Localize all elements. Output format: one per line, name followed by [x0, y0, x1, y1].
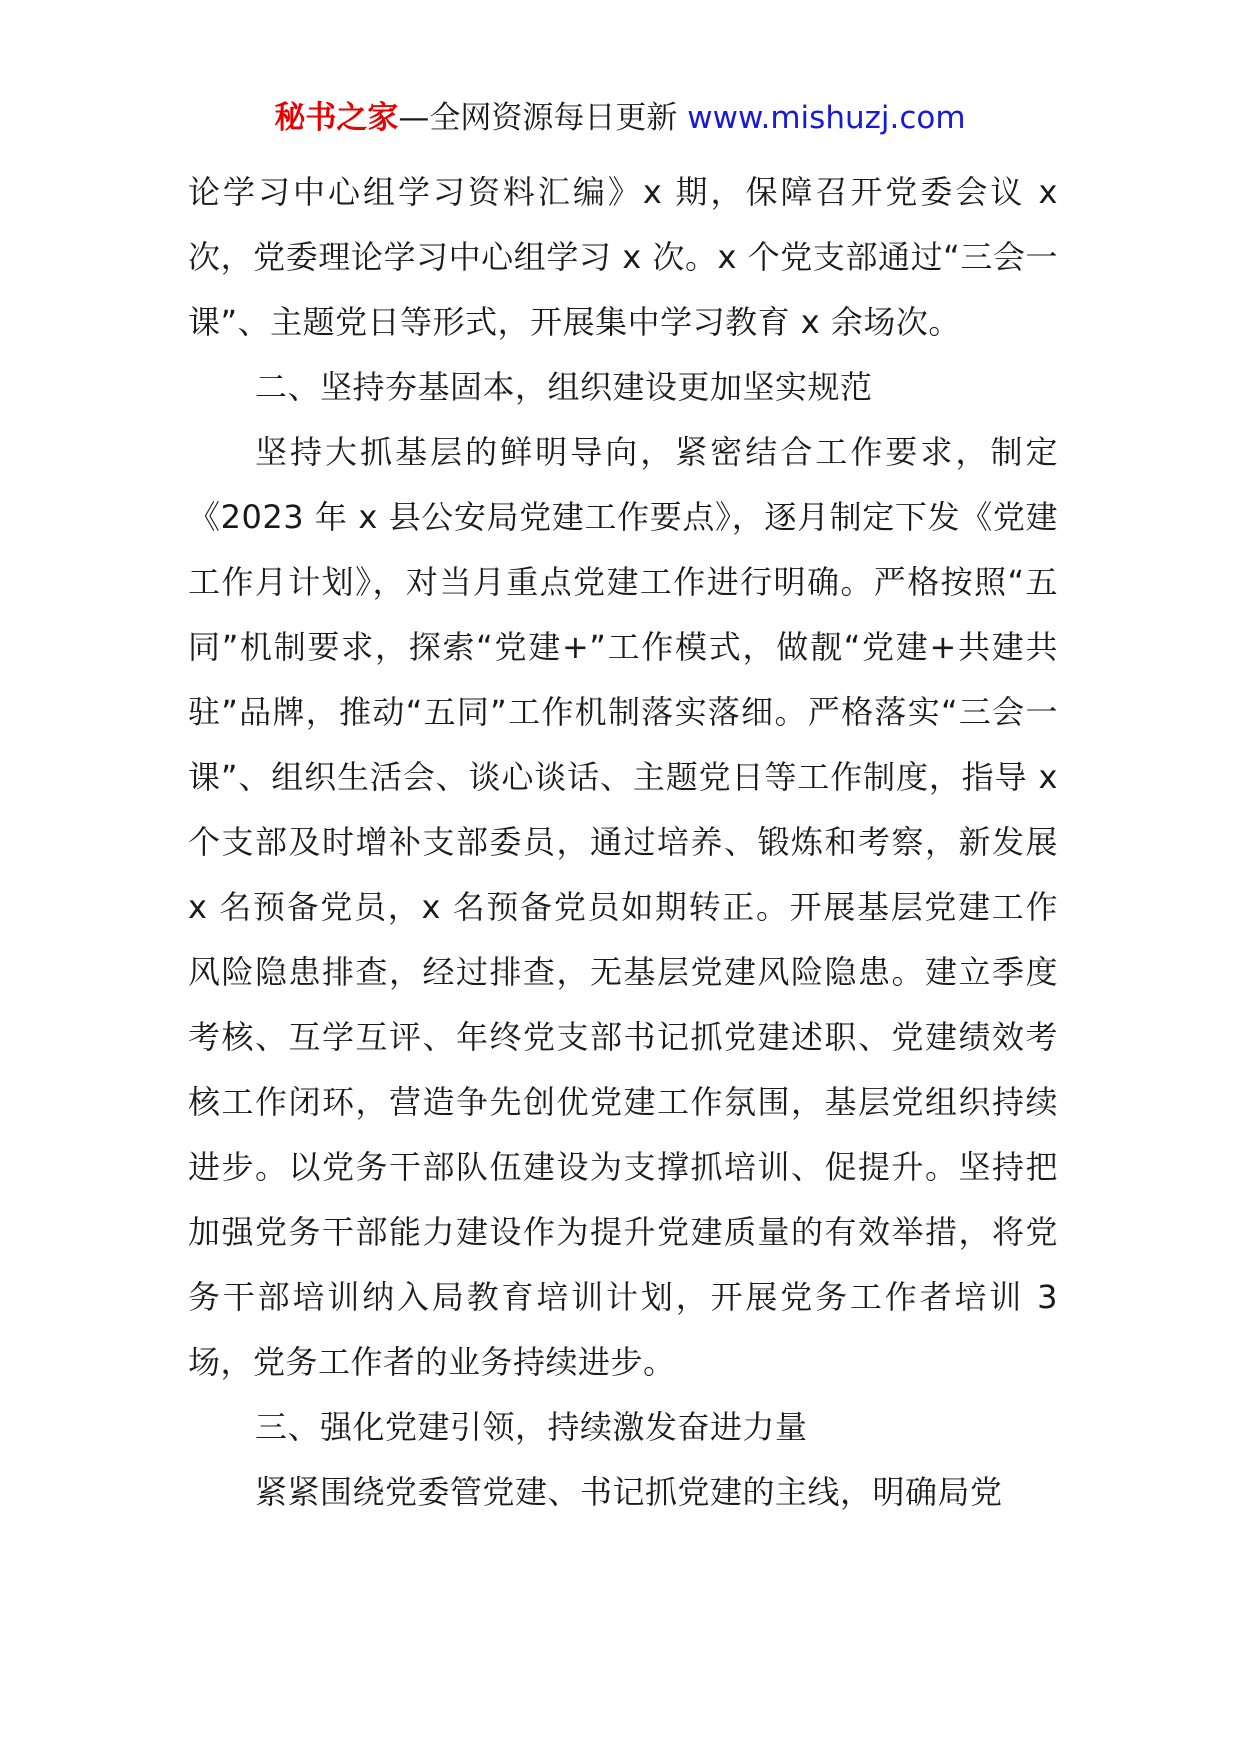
- site-header: [0, 98, 1240, 138]
- site-brand: 秘书之家: [274, 100, 399, 136]
- paragraph-section-2: 坚持大抓基层的鲜明导向，紧密结合工作要求，制定《2023 年 x 县公安局党建工作要点》，逐月制定下发《党建工作月计划》，对当月重点党建工作进行明确。严格按照“五同”机制要求，探索“党建+”工作模式，做靓“党建+共建共驻”品牌，推动“五同”工作机制落实落细。严格落实“三会一课”、组织生活会、谈心谈话、主题党日等工作制度，指导 x 个支部及时增补支部委员，通过培养、锻炼和考察，新发展 x 名预备党员，x 名预备党员如期转正。开展基层党建工作风险隐患排查，经过排查，无基层党建风险隐患。建立季度考核、互学互评、年终党支部书记抓党建述职、党建绩效考核工作闭环，营造争先创优党建工作氛围，基层党组织持续进步。以党务干部队伍建设为支撑抓培训、促提升。坚持把加强党务干部能力建设作为提升党建质量的有效举措，将党务干部培训纳入局教育培训计划，开展党务工作者培训 3 场，党务工作者的业务持续进步。: [188, 433, 1058, 1381]
- section-heading-2: 二、坚持夯基固本，组织建设更加坚实规范: [255, 368, 873, 406]
- section-heading-3: 三、强化党建引领，持续激发奋进力量: [255, 1408, 808, 1446]
- site-url-link[interactable]: www.mishuzj.com: [687, 100, 966, 136]
- paragraph-continued: 论学习中心组学习资料汇编》x 期，保障召开党委会议 x 次，党委理论学习中心组学习 x 次。x 个党支部通过“三会一课”、主题党日等形式，开展集中学习教育 x 余场次。: [188, 173, 1058, 341]
- paragraph-section-3: 紧紧围绕党委管党建、书记抓党建的主线，明确局党: [255, 1473, 1003, 1511]
- site-tagline: —全网资源每日更新: [398, 100, 688, 136]
- document-body: [188, 160, 1058, 1525]
